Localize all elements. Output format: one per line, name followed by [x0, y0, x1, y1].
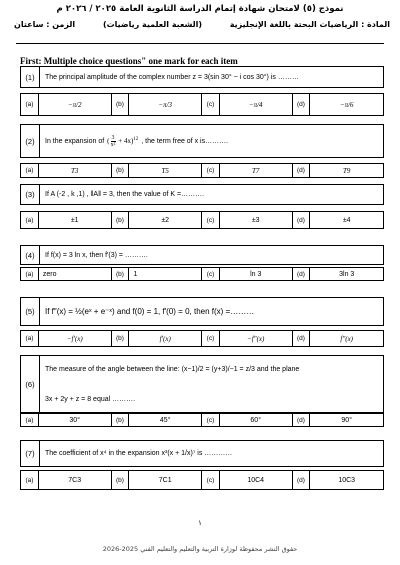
question-number: (6): [21, 356, 40, 412]
exam-title: نموذج (٥) لامتحان شهادة إتمام الدراسة الثانوية العامة ٢٠٢٥ / ٢٠٢٦ م: [56, 4, 344, 14]
question-text-end: , the term free of x is……….: [141, 137, 229, 145]
option-d[interactable]: −π/6: [339, 100, 354, 109]
question-number: (3): [21, 185, 40, 204]
option-d[interactable]: ±4: [342, 216, 351, 224]
option-d[interactable]: f″(x): [340, 334, 354, 343]
binomial-expression: ( $\frac{3}{\text{x²}}$ + 4x)$^{12}$: [107, 134, 139, 148]
option-d[interactable]: T9: [343, 166, 351, 175]
option-d[interactable]: 90°: [341, 416, 352, 424]
option-a[interactable]: −f′(x): [39, 331, 112, 346]
option-label-c: (c): [202, 164, 220, 177]
question-3: [20, 184, 384, 205]
option-b[interactable]: f′(x): [129, 331, 202, 346]
option-label-a: (a): [21, 414, 39, 426]
question-6: [20, 355, 384, 413]
option-label-c: (c): [202, 94, 220, 115]
option-label-a: (a): [21, 268, 39, 280]
option-a[interactable]: −π/2: [39, 94, 112, 115]
question-number: (4): [21, 246, 40, 264]
option-a[interactable]: 7C3: [39, 471, 112, 489]
option-a[interactable]: ±1: [39, 212, 112, 228]
option-b[interactable]: 45°: [129, 414, 202, 426]
option-c[interactable]: ±3: [220, 212, 293, 228]
header-divider: [16, 43, 384, 44]
question-text-start: In the expansion of: [45, 137, 105, 145]
section-title: First: Multiple choice questions" one mark for each item: [20, 56, 238, 66]
question-text: If f″(x) = ½(eˣ + e⁻ˣ) and f(0) = 1, f′(0) = 0, then f(x) =………: [45, 307, 255, 316]
option-d[interactable]: 3ln 3: [339, 270, 355, 278]
option-label-d: (d): [293, 414, 311, 426]
option-c[interactable]: T7: [220, 164, 293, 177]
question-5: [20, 297, 384, 326]
option-label-b: (b): [112, 212, 130, 228]
option-c[interactable]: −π/4: [220, 94, 293, 115]
question-text-line2: 3x + 2y + z = 8 equal ……….: [45, 396, 136, 403]
question-7: [20, 440, 384, 467]
answer-row-2: [20, 163, 384, 178]
question-text: If f(x) = 3 ln x, then f′(3) = ……….: [45, 251, 148, 259]
question-2: [20, 124, 384, 158]
option-label-a: (a): [21, 471, 39, 489]
question-1: [20, 66, 384, 88]
option-b[interactable]: T5: [129, 164, 202, 177]
option-label-c: (c): [202, 414, 220, 426]
option-label-b: (b): [112, 331, 130, 346]
option-label-c: (c): [202, 471, 220, 489]
question-number: (2): [21, 125, 40, 157]
answer-row-1: [20, 93, 384, 116]
option-label-b: (b): [112, 268, 130, 280]
option-label-d: (d): [293, 268, 311, 280]
option-label-b: (b): [112, 471, 130, 489]
answer-row-5: [20, 330, 384, 347]
question-text: If A (-2 , k ,1) , ‖A‖ = 3, then the value of K =……….: [45, 191, 205, 198]
option-c[interactable]: 60°: [220, 414, 293, 426]
copyright-footer: حقوق النشر محفوظة لوزارة التربية والتعليم والتعليم الفني 2025-2026: [102, 545, 298, 553]
option-label-a: (a): [21, 212, 39, 228]
option-label-b: (b): [112, 414, 130, 426]
question-4: [20, 245, 384, 265]
option-a[interactable]: zero: [39, 268, 112, 280]
option-c[interactable]: −f″(x): [220, 331, 293, 346]
question-text: The principal amplitude of the complex number z = 3(sin 30° − i cos 30°) is ………: [45, 73, 299, 81]
branch-label: (الشعبة العلمية رياضيات): [102, 20, 202, 29]
option-c[interactable]: ln 3: [220, 268, 293, 280]
option-label-d: (d): [293, 471, 311, 489]
option-label-d: (d): [293, 94, 311, 115]
question-text-line1: The measure of the angle between the line: (x−1)/2 = (y+3)/−1 = z/3 and the plane: [45, 366, 300, 373]
answer-row-7: [20, 470, 384, 490]
option-label-c: (c): [202, 331, 220, 346]
question-number: (7): [21, 441, 40, 466]
option-label-b: (b): [112, 94, 130, 115]
question-text: [45, 125, 379, 157]
time-label: الزمن : ساعتان: [14, 20, 76, 29]
option-label-c: (c): [202, 212, 220, 228]
question-number: (1): [21, 67, 40, 87]
option-label-a: (a): [21, 94, 39, 115]
option-label-d: (d): [293, 164, 311, 177]
option-b[interactable]: −π/3: [129, 94, 202, 115]
question-number: (5): [21, 298, 40, 325]
option-b[interactable]: 1: [129, 268, 202, 280]
option-label-d: (d): [293, 331, 311, 346]
answer-row-4: [20, 267, 384, 281]
option-b[interactable]: 7C1: [129, 471, 202, 489]
option-label-a: (a): [21, 164, 39, 177]
option-label-a: (a): [21, 331, 39, 346]
option-a[interactable]: T3: [39, 164, 112, 177]
exam-subheader: [14, 20, 390, 32]
answer-row-3: [20, 211, 384, 229]
option-label-d: (d): [293, 212, 311, 228]
option-d[interactable]: 10C3: [338, 476, 356, 484]
option-label-c: (c): [202, 268, 220, 280]
subject-label: المادة : الرياضيات البحتة باللغة الإنجليزية: [229, 20, 390, 29]
option-c[interactable]: 10C4: [220, 471, 293, 489]
option-b[interactable]: ±2: [129, 212, 202, 228]
answer-row-6: [20, 413, 384, 427]
option-label-b: (b): [112, 164, 130, 177]
question-text: The coefficient of x⁴ in the expansion x³(x + 1/x)⁷ is …………: [45, 450, 233, 457]
option-a[interactable]: 30°: [39, 414, 112, 426]
page-number: ١: [198, 520, 202, 527]
